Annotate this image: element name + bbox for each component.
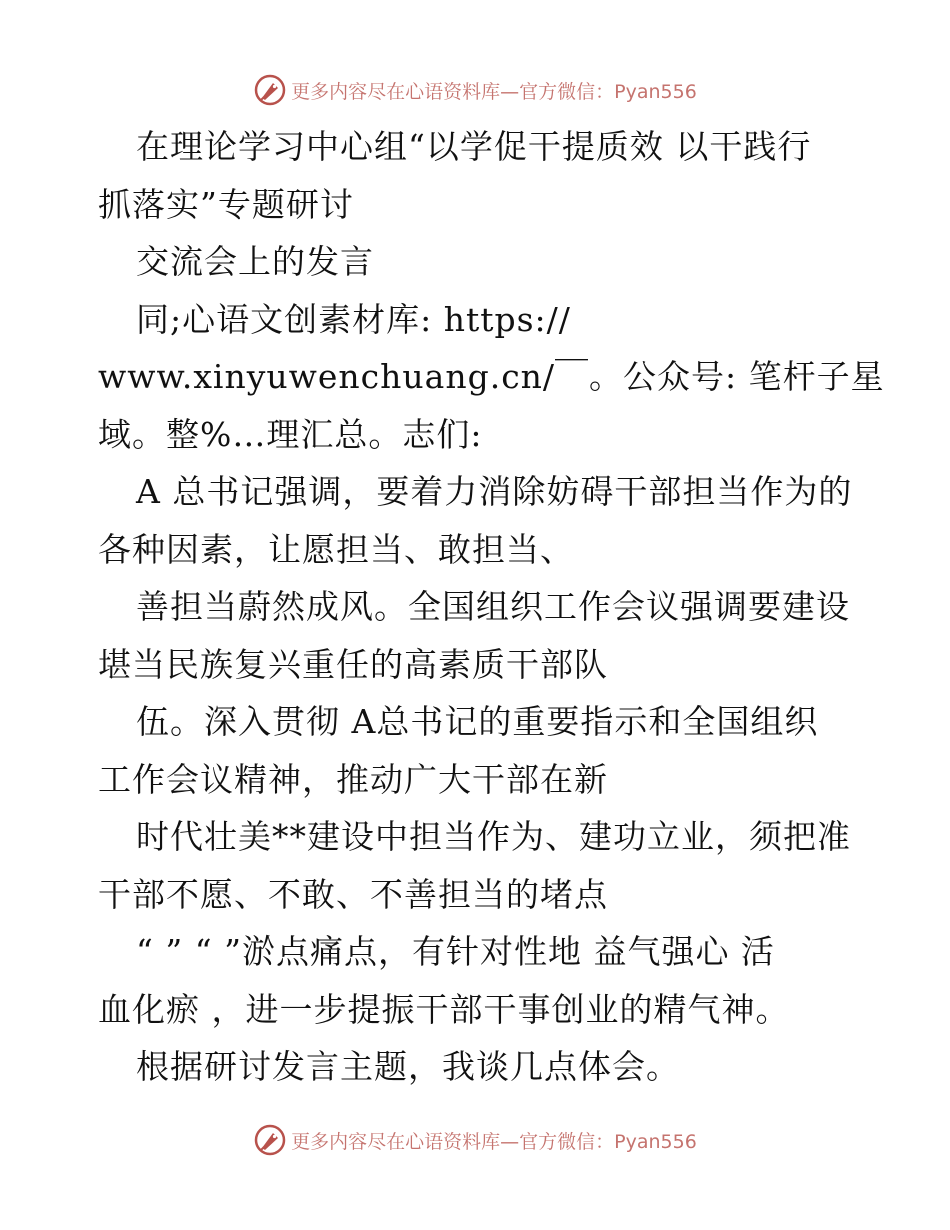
header-banner — [0, 70, 950, 110]
title-line-2: 抓落实”专题研讨 — [98, 184, 354, 224]
title-line-3: 交流会上的发言 — [136, 242, 374, 281]
text-line: 域。整%…理汇总。志们: — [98, 414, 483, 454]
pen-nib-logo-icon — [253, 1123, 287, 1157]
text-line: 血化瘀 ，进一步提振干部干事创业的精气神。 — [98, 989, 790, 1029]
text-line: 根据研讨发言主题，我谈几点体会。 — [136, 1047, 680, 1086]
text-line: 同;心语文创素材库: https:// — [136, 299, 571, 339]
text-line: 干部不愿、不敢、不善担当的堵点 — [98, 874, 608, 914]
text-line: www.xinyuwenchuang.cn/￣。公众号: 笔杆子星 — [98, 357, 885, 396]
footer-banner — [0, 1120, 950, 1160]
title-line-1: 在理论学习中心组“以学促干提质效 以干践行 — [136, 127, 812, 166]
text-line: 堪当民族复兴重任的高素质干部队 — [98, 644, 608, 684]
header-banner-text: 更多内容尽在心语资料库—官方微信：Pyan556 — [291, 80, 697, 103]
text-line: 各种因素，让愿担当、敢担当、 — [98, 529, 574, 569]
text-line: 工作会议精神，推动广大干部在新 — [98, 759, 608, 799]
text-line: “ ” “ ”淤点痛点，有针对性地 益气强心 活 — [136, 932, 775, 971]
text-line: 时代壮美**建设中担当作为、建功立业，须把准 — [136, 817, 851, 856]
text-line: 善担当蔚然成风。全国组织工作会议强调要建设 — [136, 587, 850, 626]
pen-nib-logo-icon — [253, 73, 287, 107]
footer-banner-text: 更多内容尽在心语资料库—官方微信：Pyan556 — [291, 1130, 697, 1153]
text-line: A 总书记强调，要着力消除妨碍干部担当作为的 — [136, 472, 853, 511]
document-body — [98, 118, 885, 1096]
text-line: 伍。深入贯彻 A总书记的重要指示和全国组织 — [136, 702, 819, 741]
